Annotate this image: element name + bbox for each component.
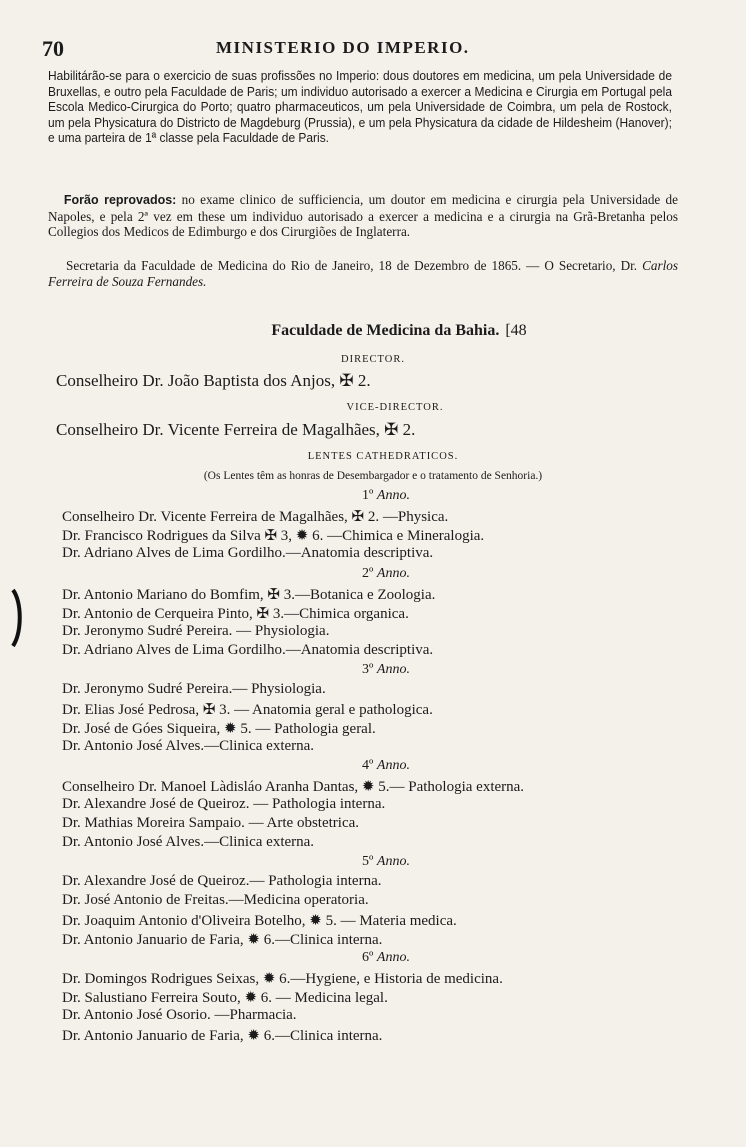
vice-director-heading: VICE-DIRECTOR. [346, 402, 444, 413]
year-heading: 4º Anno. [362, 758, 410, 773]
binding-mark-icon [10, 588, 24, 648]
signature-name: Carlos Ferreira de Souza Fernandes. [48, 258, 678, 289]
reproved-text: no exame clinico de sufficiencia, um doutor em medicina e cirurgia pela Universidade de Napoles, e pela 2ª vez em these um individuo autorisado a exercer a medicina e a cirurgia na Grã-Bretanha pelos Collegios dos Medicos de Edimburgo e dos Cirurgiões de Inglaterra. [48, 192, 679, 239]
list-item: Dr. Jeronymo Sudré Pereira.— Physiologia. [62, 681, 326, 697]
list-item: Dr. Salustiano Ferreira Souto, ✹ 6. — Medicina legal. [62, 990, 388, 1006]
intro-paragraph [48, 68, 676, 146]
signature-paragraph [48, 258, 678, 290]
director-line: Conselheiro Dr. João Baptista dos Anjos, ✠ 2. [56, 371, 371, 390]
list-item: Dr. José de Góes Siqueira, ✹ 5. — Pathologia geral. [62, 721, 376, 737]
list-item: Dr. Alexandre José de Queiroz.— Pathologia interna. [62, 873, 382, 889]
list-item: Dr. Francisco Rodrigues da Silva ✠ 3, ✹ 6. —Chimica e Mineralogia. [62, 528, 485, 544]
reproved-label: Forão reprovados: [63, 193, 177, 207]
list-item: Dr. Antonio de Cerqueira Pinto, ✠ 3.—Chimica organica. [62, 606, 409, 622]
list-item: Dr. Domingos Rodrigues Seixas, ✹ 6.—Hygiene, e Historia de medicina. [62, 971, 503, 987]
year-heading: 2º Anno. [362, 566, 410, 581]
faculty-title [0, 322, 746, 340]
list-item: Conselheiro Dr. Vicente Ferreira de Magalhães, ✠ 2. —Physica. [62, 509, 449, 525]
director-heading: DIRECTOR. [341, 354, 405, 365]
list-item: Dr. Adriano Alves de Lima Gordilho.—Anatomia descriptiva. [62, 545, 434, 561]
intro-text: Habilitárão-se para o exercicio de suas profissões no Imperio: dous doutores em medicina, um pela Universidade de Bruxellas, e outro pela Faculdade de Paris; um individuo autorisado a exercer a Medicina e Cirurgia em Portugal pela Escola Medico-Cirurgica do Porto; quatro pharmaceuticos, um pela Universidade de Coimbra, um pela de Rostock, um pela Physicatura do Districto de Magdeburg (Prussia), e um pela Physicatura da cidade de Hildesheim (Hanover); e uma parteira de 1ª classe pela Faculdade de Paris. [48, 68, 672, 145]
faculty-title-text: Faculdade de Medicina da Bahia. [271, 322, 500, 339]
year-heading: 1º Anno. [362, 488, 410, 503]
running-title: MINISTERIO DO IMPERIO. [216, 38, 470, 57]
list-item: Dr. Elias José Pedrosa, ✠ 3. — Anatomia geral e pathologica. [62, 702, 433, 718]
list-item: Dr. Joaquim Antonio d'Oliveira Botelho, ✹ 5. — Materia medica. [62, 913, 457, 929]
year-heading: 6º Anno. [362, 950, 410, 965]
page-reference: [48 [505, 322, 527, 339]
year-heading: 3º Anno. [362, 662, 410, 677]
year-heading: 5º Anno. [362, 854, 410, 869]
list-item: Conselheiro Dr. Manoel Làdisláo Aranha Dantas, ✹ 5.— Pathologia externa. [62, 779, 525, 795]
list-item: Dr. Antonio José Alves.—Clinica externa. [62, 738, 315, 754]
page-number: 70 [42, 36, 64, 61]
list-item: Dr. Antonio José Alves.—Clinica externa. [62, 834, 315, 850]
list-item: Dr. Antonio Mariano do Bomfim, ✠ 3.—Botanica e Zoologia. [62, 587, 436, 603]
list-item: Dr. José Antonio de Freitas.—Medicina operatoria. [62, 892, 369, 908]
signature-text: Secretaria da Faculdade de Medicina do Rio de Janeiro, 18 de Dezembro de 1865. — O Secretario, Dr. [66, 258, 638, 273]
list-item: Dr. Jeronymo Sudré Pereira. — Physiologia. [62, 623, 330, 639]
list-item: Dr. Antonio Januario de Faria, ✹ 6.—Clinica interna. [62, 932, 383, 948]
list-item: Dr. Antonio Januario de Faria, ✹ 6.—Clinica interna. [62, 1028, 383, 1044]
lentes-note: (Os Lentes têm as honras de Desembargador e o tratamento de Senhoria.) [203, 470, 543, 482]
list-item: Dr. Antonio José Osorio. —Pharmacia. [62, 1007, 297, 1023]
list-item: Dr. Alexandre José de Queiroz. — Pathologia interna. [62, 796, 386, 812]
list-item: Dr. Mathias Moreira Sampaio. — Arte obstetrica. [62, 815, 360, 831]
page-header [42, 36, 682, 61]
vice-director-line: Conselheiro Dr. Vicente Ferreira de Magalhães, ✠ 2. [56, 420, 416, 439]
lentes-heading: LENTES CATHEDRATICOS. [307, 451, 459, 462]
list-item: Dr. Adriano Alves de Lima Gordilho.—Anatomia descriptiva. [62, 642, 434, 658]
reproved-paragraph [48, 192, 678, 240]
